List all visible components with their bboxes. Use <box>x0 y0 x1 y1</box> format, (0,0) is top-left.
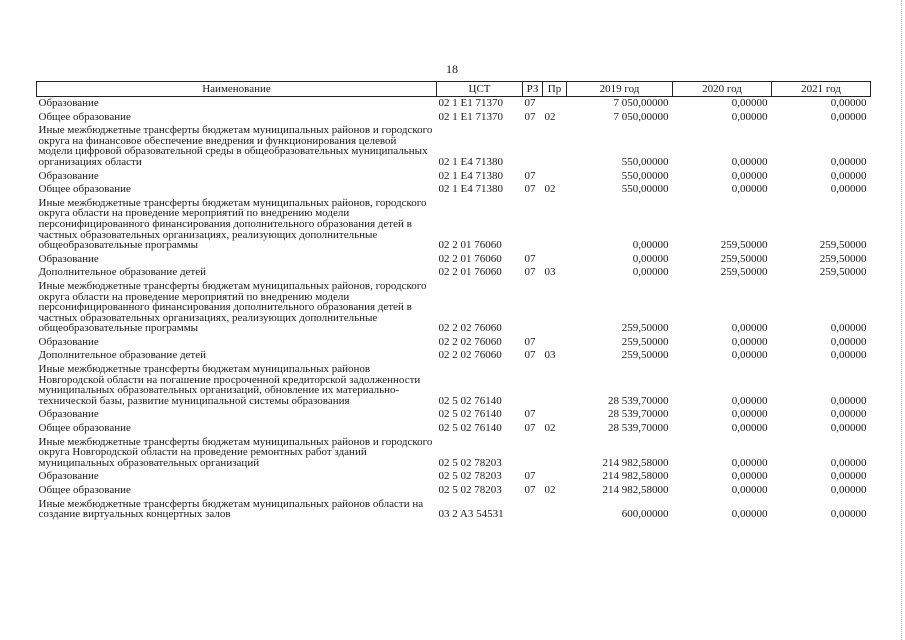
cell-rz: 07 <box>524 335 536 348</box>
cell-pr <box>543 97 567 111</box>
cell-rz: 07 <box>524 484 536 496</box>
table-row <box>37 170 871 184</box>
cell-pr <box>543 124 567 169</box>
cell-name: Образование <box>38 97 99 109</box>
cell-rz: 07 <box>524 408 536 421</box>
cell-pr: 02 <box>544 484 556 496</box>
cell-2020: 259,50000 <box>720 266 768 279</box>
cell-pr <box>543 408 567 422</box>
cell-cst: 02 5 02 78203 <box>438 484 502 496</box>
cell-name: Общее образование <box>38 422 131 435</box>
cell-2021: 0,00000 <box>830 335 867 348</box>
cell-pr <box>543 363 567 408</box>
cell-cst: 02 1 E1 71370 <box>438 97 503 109</box>
cell-2021: 259,50000 <box>819 266 867 279</box>
cell-2021: 0,00000 <box>830 508 867 521</box>
cell-pr: 02 <box>544 183 556 196</box>
table-row <box>37 97 871 111</box>
cell-name: Образование <box>38 169 99 182</box>
cell-pr <box>543 197 567 253</box>
cell-name: Иные межбюджетные трансферты бюджетам муниципальных районов и городского округа на финансовое обеспечение внедрения и функционирования целевой модели цифровой образовательной среды в общеобразовательных муниципальных организациях области <box>38 124 433 168</box>
cell-name: Общее образование <box>38 110 131 123</box>
header-2020: 2020 год <box>673 82 772 97</box>
table-row <box>37 470 871 484</box>
header-2021: 2021 год <box>772 82 871 97</box>
table-row <box>37 349 871 363</box>
cell-cst: 02 2 01 76060 <box>438 252 502 265</box>
cell-cst: 02 2 02 76060 <box>438 349 502 362</box>
cell-cst: 02 5 02 78203 <box>438 456 502 469</box>
cell-2019: 259,50000 <box>621 335 669 348</box>
header-pr: Пр <box>543 82 567 97</box>
cell-pr <box>543 436 567 471</box>
cell-pr: 03 <box>544 266 556 279</box>
table-row <box>37 253 871 267</box>
cell-rz <box>523 197 543 253</box>
cell-2019: 0,00000 <box>632 239 669 252</box>
cell-cst: 02 1 E4 71380 <box>438 169 503 182</box>
table-body <box>37 97 871 522</box>
cell-2021: 0,00000 <box>830 456 867 469</box>
cell-2019: 214 982,58000 <box>602 470 669 483</box>
table-row <box>37 422 871 436</box>
cell-pr <box>543 280 567 336</box>
cell-2020: 0,00000 <box>731 335 768 348</box>
cell-2021: 0,00000 <box>830 422 867 435</box>
cell-pr <box>543 498 567 522</box>
cell-name: Иные межбюджетные трансферты бюджетам муниципальных районов, городского округа области на проведение мероприятий по внедрению модели персонифицированного финансирования дополнительного образования детей в частных образовательных организациях, реализующих дополнительные общеобразовательные программы <box>38 279 427 335</box>
cell-2021: 0,00000 <box>830 110 867 123</box>
cell-2021: 0,00000 <box>830 169 867 182</box>
cell-2019: 259,50000 <box>621 349 669 362</box>
cell-2020: 0,00000 <box>731 349 768 362</box>
table-row <box>37 336 871 350</box>
cell-2019: 0,00000 <box>632 252 669 265</box>
cell-2020: 0,00000 <box>731 508 768 521</box>
cell-rz: 07 <box>524 349 536 362</box>
table-row <box>37 280 871 336</box>
cell-name: Дополнительное образование детей <box>38 266 207 279</box>
cell-rz <box>523 280 543 336</box>
table-row <box>37 266 871 280</box>
cell-2021: 0,00000 <box>830 322 867 335</box>
cell-2019: 550,00000 <box>621 169 669 182</box>
cell-rz <box>523 436 543 471</box>
header-2019: 2019 год <box>567 82 673 97</box>
cell-cst: 02 5 02 76140 <box>438 394 502 407</box>
cell-pr <box>543 470 567 484</box>
table-row <box>37 484 871 498</box>
cell-2019: 600,00000 <box>621 508 669 521</box>
cell-2020: 0,00000 <box>731 394 768 407</box>
cell-cst: 02 5 02 78203 <box>438 470 502 483</box>
cell-2021: 0,00000 <box>830 484 867 496</box>
cell-2020: 0,00000 <box>731 97 768 109</box>
cell-cst: 02 5 02 76140 <box>438 408 502 421</box>
cell-2020: 0,00000 <box>731 322 768 335</box>
table-row <box>37 363 871 408</box>
cell-name: Образование <box>38 408 99 421</box>
cell-rz: 07 <box>524 422 536 435</box>
cell-rz: 07 <box>524 169 536 182</box>
cell-name: Иные межбюджетные трансферты бюджетам муниципальных районов, городского округа области на проведение мероприятий по внедрению модели персонифицированного финансирования дополнительного образования детей в частных образовательных организациях, реализующих дополнительные общеобразовательные программы <box>38 196 427 252</box>
cell-2020: 0,00000 <box>731 110 768 123</box>
cell-rz: 07 <box>524 97 536 109</box>
cell-2020: 0,00000 <box>731 484 768 496</box>
cell-cst: 02 2 01 76060 <box>438 239 502 252</box>
cell-2019: 214 982,58000 <box>602 456 669 469</box>
header-name: Наименование <box>37 82 437 97</box>
cell-rz <box>523 363 543 408</box>
cell-2021: 0,00000 <box>830 183 867 196</box>
cell-2020: 0,00000 <box>731 408 768 421</box>
cell-2020: 259,50000 <box>720 252 768 265</box>
cell-2020: 0,00000 <box>731 470 768 483</box>
cell-2021: 0,00000 <box>830 408 867 421</box>
cell-2021: 0,00000 <box>830 349 867 362</box>
cell-pr <box>543 253 567 267</box>
table-row <box>37 436 871 471</box>
cell-2020: 0,00000 <box>731 456 768 469</box>
table-row <box>37 111 871 125</box>
cell-rz: 07 <box>524 470 536 483</box>
cell-2019: 550,00000 <box>621 183 669 196</box>
cell-2021: 0,00000 <box>830 97 867 109</box>
page-number: 18 <box>446 62 458 76</box>
cell-name: Общее образование <box>38 183 131 196</box>
header-rz: РЗ <box>523 82 543 97</box>
cell-2021: 259,50000 <box>819 252 867 265</box>
cell-cst: 02 1 E1 71370 <box>438 110 503 123</box>
cell-name: Образование <box>38 470 99 483</box>
page-edge <box>901 0 905 640</box>
budget-table <box>36 81 871 522</box>
cell-cst: 02 1 E4 71380 <box>438 155 503 168</box>
cell-rz <box>523 498 543 522</box>
table-row <box>37 183 871 197</box>
cell-2019: 28 539,70000 <box>608 408 669 421</box>
cell-pr <box>543 170 567 184</box>
cell-2020: 0,00000 <box>731 155 768 168</box>
cell-name: Иные межбюджетные трансферты бюджетам муниципальных районов Новгородской области на погашение просроченной кредиторской задолженности муниципальных образовательных организаций, обновление их материально-технической базы, развитие муниципальной системы образования <box>38 363 421 407</box>
cell-rz: 07 <box>524 110 536 123</box>
table-row <box>37 124 871 169</box>
table-row <box>37 498 871 522</box>
cell-name: Образование <box>38 252 99 265</box>
cell-2021: 259,50000 <box>819 239 867 252</box>
cell-2019: 0,00000 <box>632 266 669 279</box>
cell-2019: 28 539,70000 <box>608 394 669 407</box>
cell-cst: 03 2 A3 54531 <box>438 508 504 521</box>
cell-name: Общее образование <box>38 484 131 496</box>
cell-2019: 259,50000 <box>621 322 669 335</box>
cell-pr: 02 <box>544 110 556 123</box>
table-row <box>37 408 871 422</box>
cell-rz <box>523 124 543 169</box>
cell-name: Иные межбюджетные трансферты бюджетам муниципальных районов и городского округа Новгородской области на проведение ремонтных работ зданий муниципальных образовательных организаций <box>38 435 433 469</box>
cell-rz: 07 <box>524 252 536 265</box>
header-cst: ЦСТ <box>437 82 523 97</box>
cell-cst: 02 1 E4 71380 <box>438 183 503 196</box>
cell-2020: 0,00000 <box>731 183 768 196</box>
cell-2020: 0,00000 <box>731 422 768 435</box>
cell-cst: 02 2 01 76060 <box>438 266 502 279</box>
cell-pr: 02 <box>544 422 556 435</box>
cell-name: Образование <box>38 335 99 348</box>
table-header-row <box>37 82 871 97</box>
cell-name: Иные межбюджетные трансферты бюджетам муниципальных районов области на создание виртуальных концертных залов <box>38 497 424 521</box>
table-row <box>37 197 871 253</box>
cell-2020: 0,00000 <box>731 169 768 182</box>
cell-2019: 7 050,00000 <box>613 97 669 109</box>
cell-pr <box>543 336 567 350</box>
cell-2019: 28 539,70000 <box>608 422 669 435</box>
cell-2019: 550,00000 <box>621 155 669 168</box>
cell-name: Дополнительное образование детей <box>38 349 207 362</box>
cell-cst: 02 2 02 76060 <box>438 335 502 348</box>
cell-cst: 02 5 02 76140 <box>438 422 502 435</box>
cell-2021: 0,00000 <box>830 155 867 168</box>
cell-2019: 214 982,58000 <box>602 484 669 496</box>
cell-rz: 07 <box>524 183 536 196</box>
cell-cst: 02 2 02 76060 <box>438 322 502 335</box>
cell-2020: 259,50000 <box>720 239 768 252</box>
cell-2021: 0,00000 <box>830 470 867 483</box>
cell-pr: 03 <box>544 349 556 362</box>
cell-rz: 07 <box>524 266 536 279</box>
cell-2019: 7 050,00000 <box>613 110 669 123</box>
cell-2021: 0,00000 <box>830 394 867 407</box>
